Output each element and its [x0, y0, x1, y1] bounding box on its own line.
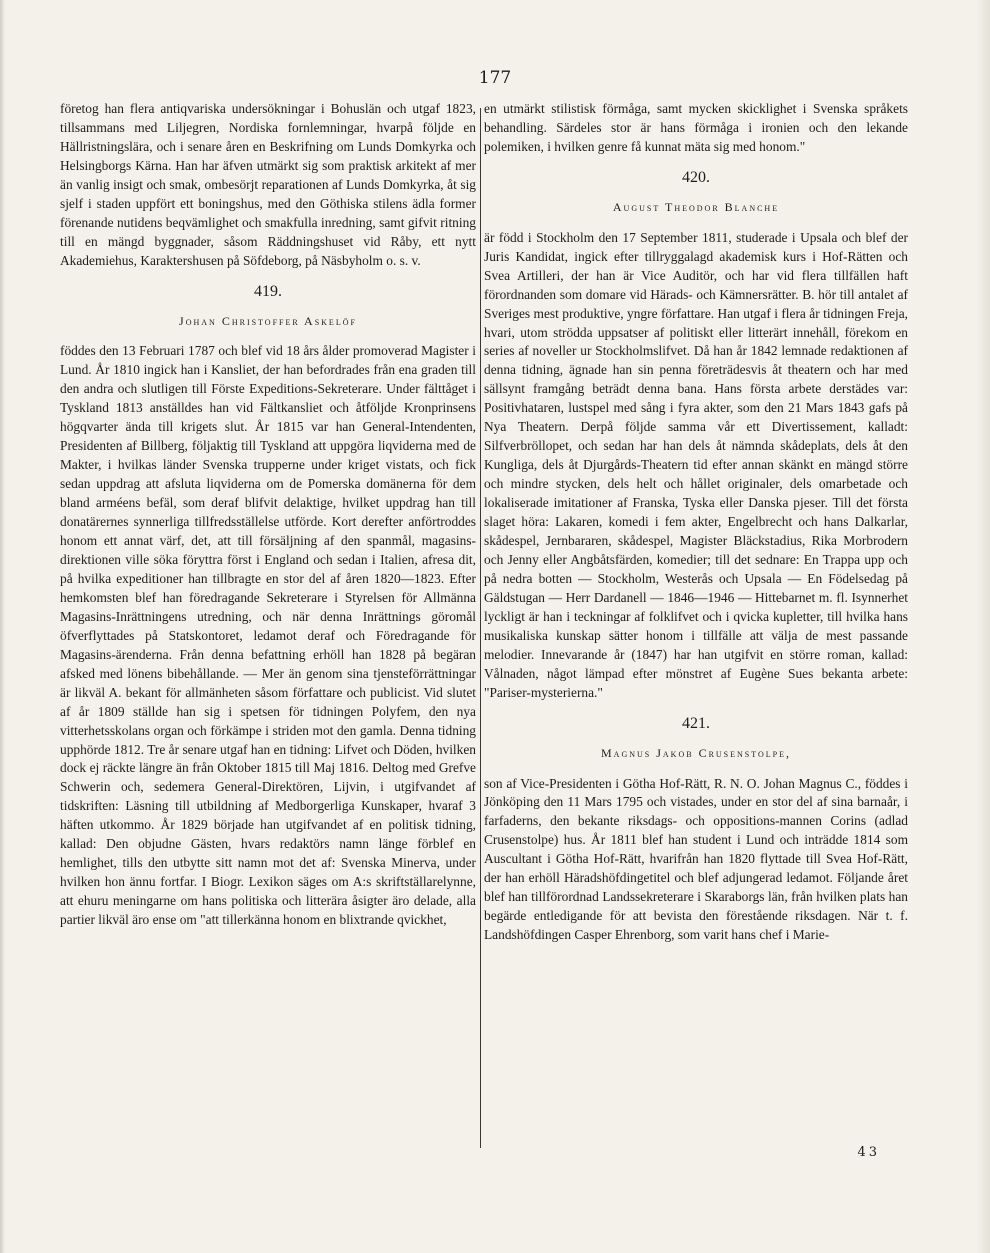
entry-name: Johan Christoffer Askelöf	[179, 313, 357, 328]
paragraph: son af Vice-Presidenten i Göthа Hof-Rätt, R. N. O. Johan Magnus C., föddes i Jönköping den 11 Mars 1795 och vistades, under en stor del af sina barnaår, i farfaderns, den bekante riksdags- och oppositions-mannen Corins (adlad Crusenstolpe) hus. År 1811 blef han student i Lund och inträdde 1814 som Auscultant i Götha Hof-Rätt, hvarifrån han 1820 flyttade till Svea Hof-Rätt, der han erhöll Häradshöfdingetitel och blef adjungerad ledamot. Följande året blef han tillförordnad Landssekreterare i Skaraborgs län, från hvilken plats han begärde entledigande för att bevista den förestående riksdagen. När t. f. Landshöfdingen Casper Ehrenborg, som varit hans chef i Marie-	[484, 775, 908, 943]
entry-number: 419.	[254, 282, 282, 300]
page-edge-right	[976, 0, 990, 1253]
paragraph: företog han flera antiqvariska undersökningar i Bohuslän och utgaf 1823, tillsammans med Liljegren, Nordiska fornlemningar, hvarpå följde en Hällristningslära, och i senare åren en Beskrifning om Lunds Domkyrka och Helsingborgs Kärna. Han har äfven utmärkt sig som praktisk arkitekt af mer än vanlig insigt och smak, ombesörjt reparationen af Lunds Domkyrka, åt sig sjelf i staden uppfört ett boningshus, med den Göthiska stilens ädla former förenande nutidens beqvämlighet och smakfulla inredning, samt gifvit ritning till en mängd byggnader, såsom Räddningshuset vid Råby, ett nytt Akademiehus, Karaktershusen på Söfdeborg, på Näsbyholm o. s. v.	[60, 101, 476, 268]
signature-mark: 43	[857, 1145, 880, 1160]
entry-number: 421.	[682, 714, 710, 732]
entry-number: 420.	[682, 168, 710, 186]
right-column	[484, 100, 908, 945]
paragraph: en utmärkt stilistisk förmåga, samt mycken skicklighet i Svenska språkets behandling. Särdeles stor är hans förmåga i ironien och den lekande polemiken, i hvilken genre få kunnat mäta sig med honom."	[484, 101, 908, 154]
paragraph: föddes den 13 Februari 1787 och blef vid 18 års ålder promoverad Magister i Lund. År 1810 ingick han i Kansliet, der han befordrades från ena graden till den andra och slutligen till Förste Expeditions-Sekreterare. Under fälttåget i Tyskland 1813 anställdes han vid Fältkansliet och åtföljde Kronprinsens högqvarter ända till krigets slut. År 1815 var han General-Intendenten, Presidenten af Billberg, följaktig till Tyskland att uppgöra liqviderna med de Makter, i hvilkas länder Svenska trupperne under kriget vistats, och fick sedan uppdrag att afsluta liqviderna om de Pomerska domänerna för dem bland arméens befäl, som deraf blifvit delaktige, hvilket uppdrag han till donatärernes synnerliga tillfredsställelse utförde. Kort derefter anförtroddes honom ett annat värf, det, att till försäljning af den spanmål, magasins-direktionen ville söka föryttra först i England och sedan i Italien, afresa dit, på hvilka expeditioner han tillbragte en stor del af åren 1820—1823. Efter hemkomsten blef han föredragande Sekreterare i Styrelsen för Allmänna Magasins-Inrättningens utredning, och när denna Inrättnings göromål öfverflyttades på Statskontoret, ledamot deraf och Föredragande för Magasins-ärenderna. Från denna befattning erhöll han 1828 på begäran afsked med lönens bibehållande. — Mer än genom sina tjensteförrättningar är likväl A. bekant för allmänheten såsom författare och publicist. Vid slutet af år 1809 ställde han sig i spetsen för tidningen Polyfem, den nya vitterhetsskolans organ och förkämpe i striden mot den gamla. Denna tidning upphörde 1812. Tre år senare utgaf han en tidning: Lifvet och Döden, hvilken dock ej räckte längre än från Oktober 1815 till Maj 1816. Deltog med Grefve Schwerin och, sedemera General-Direktören, Lijvin, i utgifvandet af tidskriften: Läsning till utbildning af Medborgerliga Kunskaper, hvaraf 3 häften utkommo. År 1829 började han utgifvandet af en politisk tidning, kallad: Den objudne Gästen, hvars redaktörs namn länge förblef en hemlighet, tills den utbytte sitt namn mot det af: Svenska Minerva, under hvilken hon ännu fortfar. I Biogr. Lexikon säges om A:s skriftställarelynne, att ehuru meningarne om hans politiska och litterära åsigter äro delade, alla partier likväl äro ense om "att tillerkänna honom en blixtrande qvickhet,	[60, 343, 476, 928]
page-edge-left	[0, 0, 5, 1253]
paragraph: är född i Stockholm den 17 September 1811, studerade i Upsala och blef der Juris Kandidat, ingick efter tillryggalagd akademisk kurs i Hof-Rätten och Svea Artilleri, der han är Vice Auditör, och har vid flera tillfällen haft förordnanden som domare vid Härads- och Kämnersrätter. B. hör till antalet af Sveriges mest produktive, yngre författare. Han utgaf i flera år tidningen Freja, hvari, utom strödda uppsatser af politiskt eller litterärt innehåll, förekom en series af noveller ur Stockholmslifvet. Då han år 1842 lemnade redaktionen af denna tidning, ägnade han sin penna företrädesvis åt theatern och har med sällsynt framgång beträdt denna bana. Hans första arbete derstädes var: Positivhataren, lustspel med sång i fyra akter, som den 21 Mars 1843 gafs på Nya Theatern. Derpå följde samma vår ett Divertissement, kalladt: Silfverbröllopet, och sedan har han dels åt nämnda skådeplats, dels åt den Kungliga, dels åt Djurgårds-Theatern tid efter annan skänkt en mängd större och mindre stycken, dels helt och hållet originaler, dels omarbetade och lokaliserade imitationer af Franska, Tyska eller Danska pjeser. Till det första slaget höra: Lakaren, komedi i fem akter, Engelbrecht och hans Dalkarlar, skådespel, Jernbararen, skådespel, Magister Bläckstadius, Rika Morbrodern och Jenny eller Angbåtsfärden, komedier; till det sednare: En Trappa upp och på nedra botten — Stockholm, Westerås och Upsala — En Födelsedag på Gäldstugan — Herr Dardanell — 1846—1946 — Hittebarnet m. fl. Isynnerhet lyckligt är han i teckningar af folklifvet och i qvicka kupletter, till hvilka hans musikaliska kunskap sätter honom i tillfälle att välja de mest passande melodier. Innevarande år (1847) har han utgifvit en större roman, kallad: Vålnaden, något lämpad efter mönstret af Eugène Sues bekanta arbete: "Pariser-mysterierna."	[484, 229, 908, 700]
left-column	[60, 100, 476, 930]
column-divider	[480, 108, 481, 1148]
entry-name: August Theodor Blanche	[612, 199, 780, 214]
page-number: 177	[478, 68, 512, 88]
entry-name: Magnus Jakob Crusenstolpe,	[601, 745, 791, 760]
